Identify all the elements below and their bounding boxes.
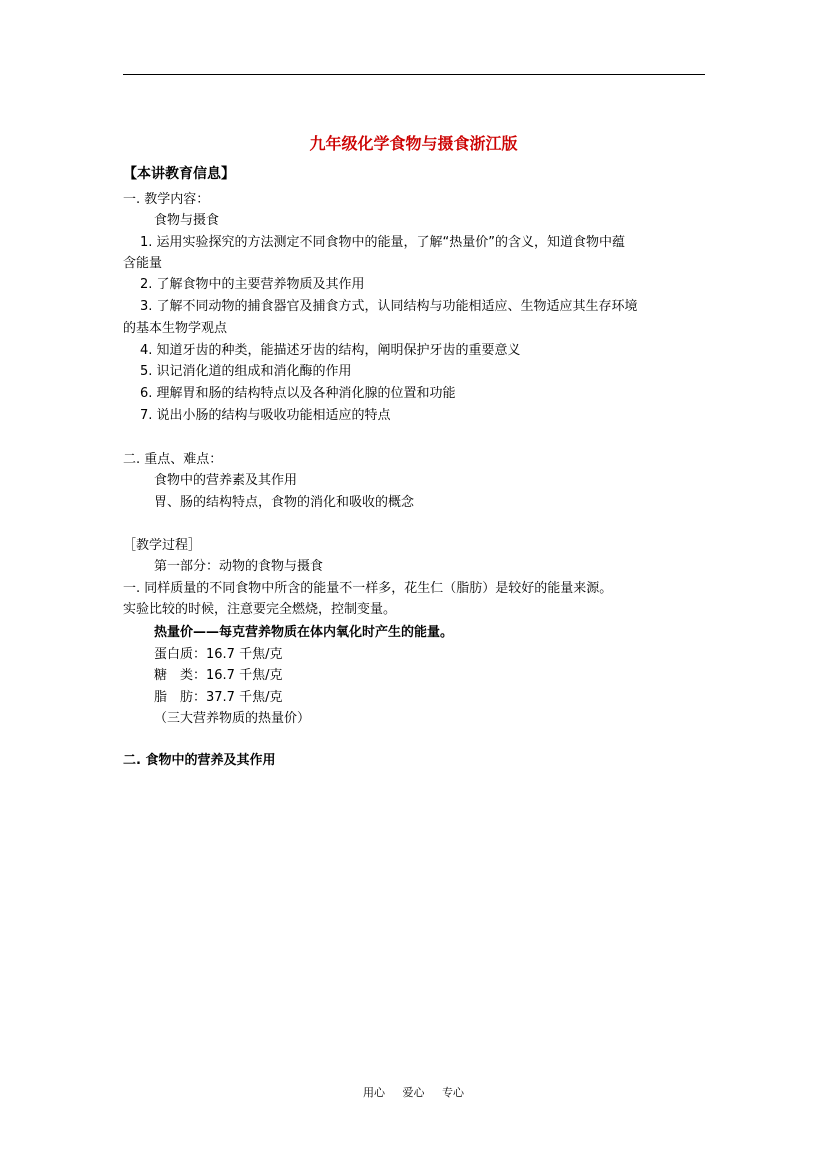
section2-title: 二. 食物中的营养及其作用 bbox=[123, 753, 276, 768]
energy-paragraph-line2: 实验比较的时候，注意要完全燃烧，控制变量。 bbox=[123, 602, 397, 617]
list-item-3: 3. 了解不同动物的捕食器官及捕食方式，认同结构与功能相适应、生物适应其生存环境 bbox=[140, 299, 638, 314]
document-title: 九年级化学食物与摄食浙江版 bbox=[309, 134, 518, 153]
list-item-7: 7. 说出小肠的结构与吸收功能相适应的特点 bbox=[140, 408, 391, 423]
process-label: ［教学过程］ bbox=[123, 538, 202, 553]
list-item-4: 4. 知道牙齿的种类，能描述牙齿的结构，阐明保护牙齿的重要意义 bbox=[140, 343, 521, 358]
list-item-5: 5. 识记消化道的组成和消化酶的作用 bbox=[140, 364, 352, 379]
part1-label: 一. 教学内容： bbox=[123, 192, 210, 207]
calorific-definition: 热量价——每克营养物质在体内氧化时产生的能量。 bbox=[154, 625, 454, 640]
section-heading: 【本讲教育信息】 bbox=[123, 166, 235, 182]
list-item-2: 2. 了解食物中的主要营养物质及其作用 bbox=[140, 277, 365, 292]
value-sugar: 糖 类：16.7 千焦/克 bbox=[154, 668, 283, 683]
value-fat: 脂 肪：37.7 千焦/克 bbox=[154, 690, 283, 705]
energy-paragraph-line1: 一. 同样质量的不同食物中所含的能量不一样多，花生仁（脂肪）是较好的能量来源。 bbox=[123, 581, 613, 596]
list-item-1-cont: 含能量 bbox=[123, 256, 163, 271]
values-note: （三大营养物质的热量价） bbox=[154, 711, 311, 726]
list-item-6: 6. 理解胃和肠的结构特点以及各种消化腺的位置和功能 bbox=[140, 386, 456, 401]
topic: 食物与摄食 bbox=[154, 213, 220, 228]
key-point-1: 食物中的营养素及其作用 bbox=[154, 473, 298, 488]
part-one-title: 第一部分：动物的食物与摄食 bbox=[154, 559, 324, 574]
value-protein: 蛋白质：16.7 千焦/克 bbox=[154, 647, 283, 662]
key-point-2: 胃、肠的结构特点，食物的消化和吸收的概念 bbox=[154, 495, 415, 510]
list-item-1: 1. 运用实验探究的方法测定不同食物中的能量，了解“热量价”的含义，知道食物中蕴 bbox=[140, 235, 626, 250]
header-rule bbox=[123, 74, 705, 75]
part2-label: 二. 重点、难点： bbox=[123, 452, 223, 467]
list-item-3-cont: 的基本生物学观点 bbox=[123, 321, 228, 336]
page-footer: 用心 爱心 专心 bbox=[363, 1086, 464, 1099]
